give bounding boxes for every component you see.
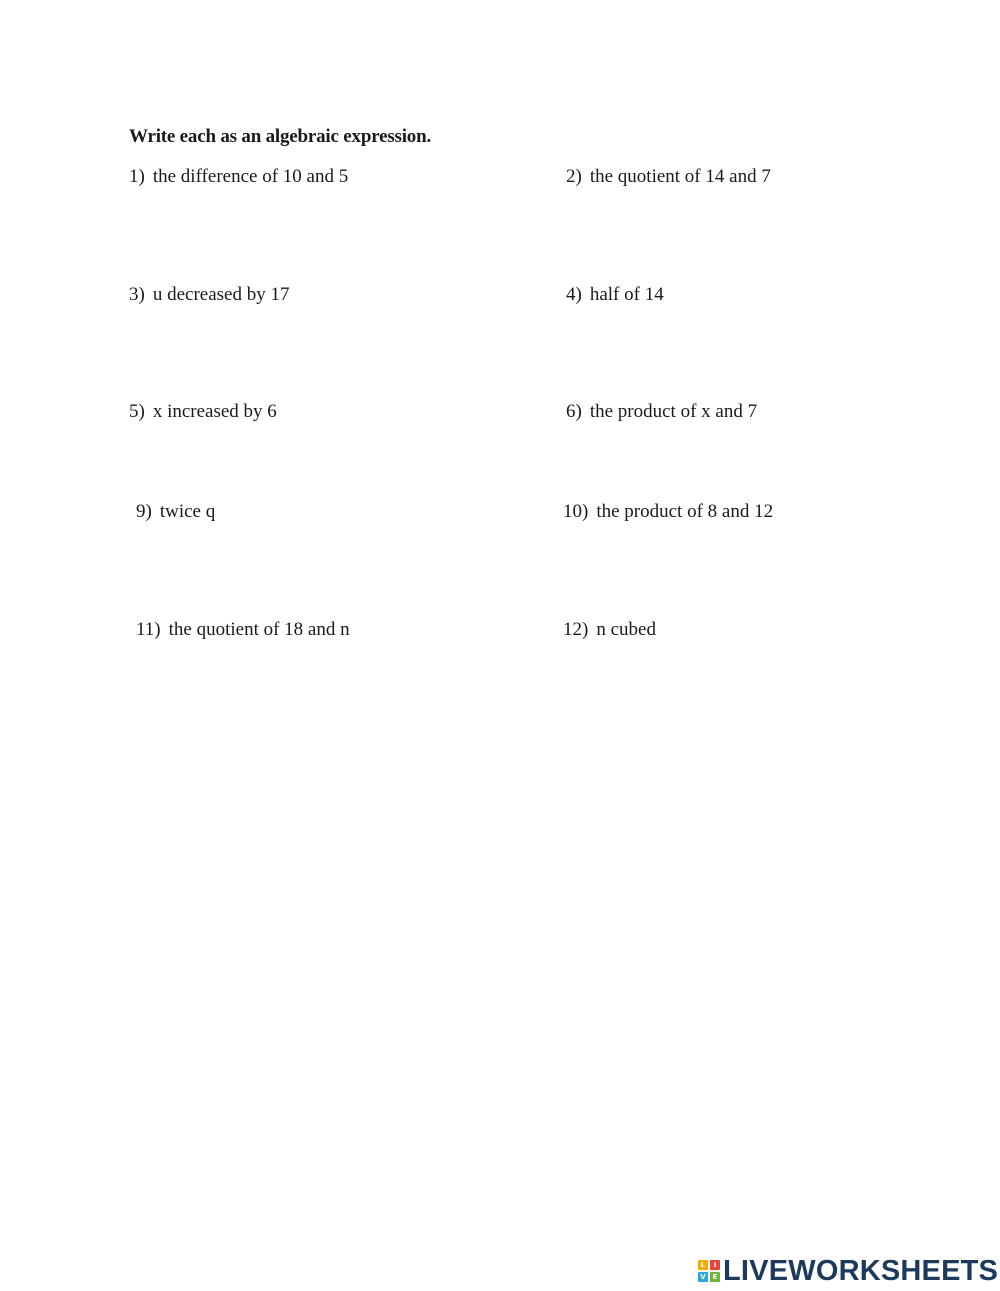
problem-3 [129, 284, 289, 306]
logo-block-v: V [698, 1272, 708, 1282]
problem-1 [129, 166, 348, 188]
problem-number: 12) [563, 619, 589, 640]
problem-text: the quotient of 18 and n [168, 619, 350, 640]
logo-block-i: I [710, 1260, 720, 1270]
problem-number: 3) [129, 284, 145, 305]
logo-wordmark: LIVEWORKSHEETS [723, 1254, 999, 1287]
problem-number: 11) [136, 619, 161, 640]
problem-5 [129, 401, 277, 423]
problem-11 [136, 619, 350, 641]
problem-number: 9) [136, 501, 152, 522]
worksheet-instruction: Write each as an algebraic expression. [129, 126, 432, 147]
problem-4 [566, 284, 664, 306]
problem-2 [566, 166, 771, 188]
problem-number: 5) [129, 401, 145, 422]
problem-text: x increased by 6 [152, 401, 277, 422]
problem-number: 6) [566, 401, 582, 422]
problem-text: half of 14 [589, 284, 664, 305]
problem-text: the quotient of 14 and 7 [589, 166, 771, 187]
problem-text: the product of 8 and 12 [596, 501, 774, 522]
problem-number: 1) [129, 166, 145, 187]
problem-number: 2) [566, 166, 582, 187]
logo-block-l: L [698, 1260, 708, 1270]
problem-10 [563, 501, 773, 523]
liveworksheets-logo[interactable] [698, 1253, 998, 1289]
logo-block-e: E [710, 1272, 720, 1282]
problem-text: twice q [159, 501, 216, 522]
problem-6 [566, 401, 757, 423]
problem-text: n cubed [596, 619, 656, 640]
problem-text: the product of x and 7 [589, 401, 758, 422]
problem-number: 4) [566, 284, 582, 305]
problem-number: 10) [563, 501, 589, 522]
problem-text: u decreased by 17 [152, 284, 290, 305]
problem-text: the difference of 10 and 5 [152, 166, 349, 187]
problem-9 [136, 501, 215, 523]
problem-12 [563, 619, 656, 641]
logo-blocks-icon [698, 1260, 720, 1282]
